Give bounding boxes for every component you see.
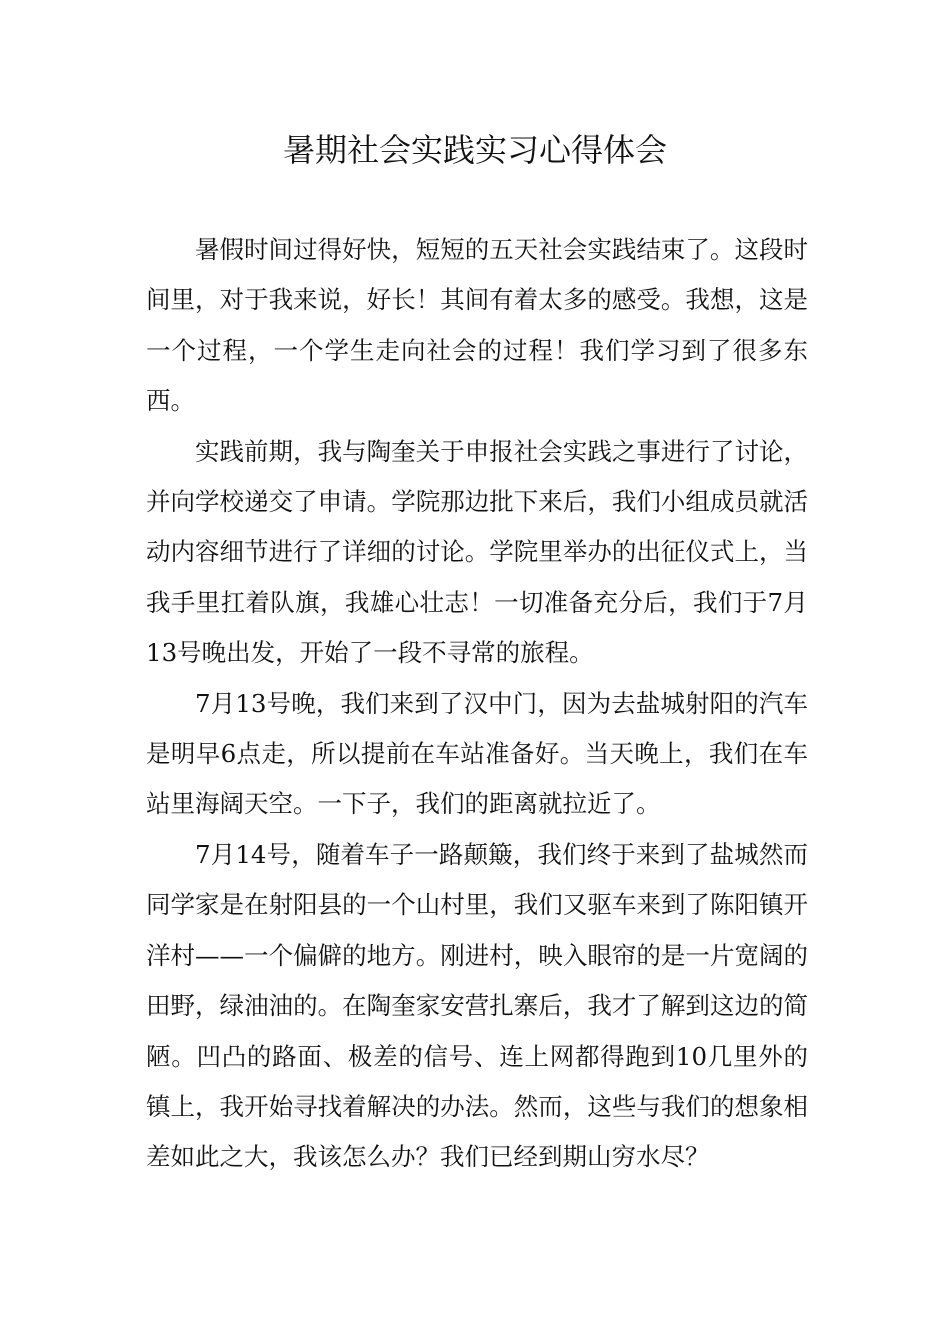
document-title: 暑期社会实践实习心得体会 <box>282 131 667 169</box>
document-body <box>146 225 808 1183</box>
paragraph-1: 暑假时间过得好快，短短的五天社会实践结束了。这段时间里，对于我来说，好长！其间有着太多的感受。我想，这是一个过程，一个学生走向社会的过程！我们学习到了很多东西。 <box>146 235 808 416</box>
paragraph-4: 7月14号，随着车子一路颠簸，我们终于来到了盐城然而同学家是在射阳县的一个山村里，我们又驱车来到了陈阳镇开洋村——一个偏僻的地方。刚进村，映入眼帘的是一片宽阔的田野，绿油油的。在陶奎家安营扎寨后，我才了解到这边的简陋。凹凸的路面、极差的信号、连上网都得跑到10几里外的镇上，我开始寻找着解决的办法。然而，这些与我们的想象相差如此之大，我该怎么办？我们已经到期山穷水尽？ <box>146 839 808 1172</box>
paragraph-2: 实践前期，我与陶奎关于申报社会实践之事进行了讨论，并向学校递交了申请。学院那边批下来后，我们小组成员就活动内容细节进行了详细的讨论。学院里举办的出征仪式上，当我手里扛着队旗，我雄心壮志！一切准备充分后，我们于7月13号晚出发，开始了一段不寻常的旅程。 <box>146 436 808 668</box>
paragraph-3: 7月13号晚，我们来到了汉中门，因为去盐城射阳的汽车是明早6点走，所以提前在车站准备好。当天晚上，我们在车站里海阔天空。一下子，我们的距离就拉近了。 <box>146 688 808 819</box>
